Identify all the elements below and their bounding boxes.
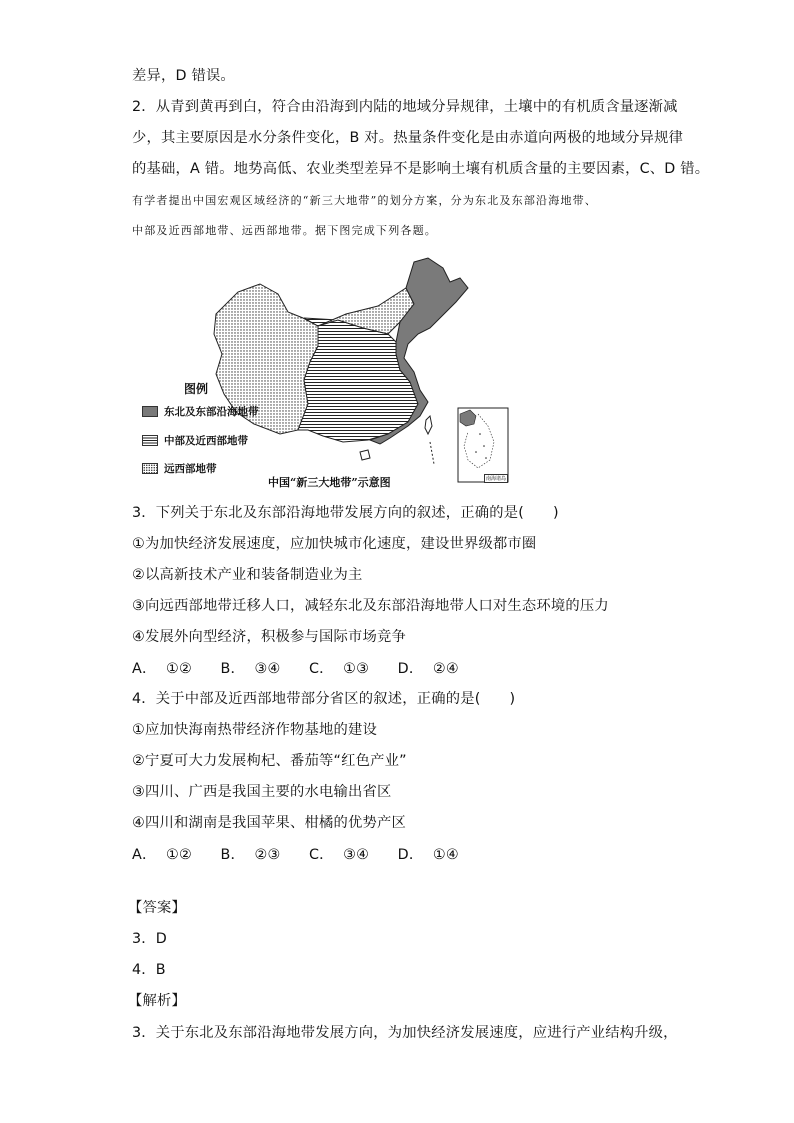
intro-line: 中部及近西部地带、远西部地带。据下图完成下列各题。 xyxy=(132,224,437,237)
option-statement: ①为加快经济发展速度，应加快城市化速度，建设世界级都市圈 xyxy=(132,536,537,552)
answer-line: 3．D xyxy=(132,931,168,947)
china-three-belts-map-figure xyxy=(138,254,518,492)
maritime-boundary xyxy=(430,442,434,464)
option-statement: ④四川和湖南是我国苹果、柑橘的优势产区 xyxy=(132,815,406,831)
text-line: 的基础，A 错。地势高低、农业类型差异不是影响土壤有机质含量的主要因素，C、D 错。 xyxy=(132,161,710,177)
question-stem: 4．关于中部及近西部地带部分省区的叙述，正确的是( ) xyxy=(132,691,516,707)
text-line: 差异，D 错误。 xyxy=(132,68,235,84)
answer-line: 4．B xyxy=(132,962,166,978)
question-stem: 3．下列关于东北及东部沿海地带发展方向的叙述，正确的是( ) xyxy=(132,505,559,521)
option-statement: ④发展外向型经济，积极参与国际市场竞争 xyxy=(132,629,406,645)
intro-line: 有学者提出中国宏观区域经济的“新三大地带”的划分方案，分为东北及东部沿海地带、 xyxy=(132,194,598,207)
answer-heading: 【答案】 xyxy=(128,900,186,916)
option-statement: ③四川、广西是我国主要的水电输出省区 xyxy=(132,784,392,800)
option-statement: ②宁夏可大力发展枸杞、番茄等“红色产业” xyxy=(132,753,407,769)
legend-swatch-dark xyxy=(142,406,158,417)
legend-swatch-dotted xyxy=(142,463,158,474)
option-statement: ②以高新技术产业和装备制造业为主 xyxy=(132,567,363,583)
legend-swatch-striped xyxy=(142,435,158,446)
legend-label: 远西部地带 xyxy=(164,463,217,475)
legend-label: 东北及东部沿海地带 xyxy=(164,406,259,418)
answer-choices: A． ①② B． ③④ C． ①③ D． ②④ xyxy=(132,661,459,677)
hainan-island xyxy=(360,450,370,460)
answer-choices: A． ①② B． ②③ C． ③④ D． ①④ xyxy=(132,847,459,863)
legend-item-central-near-west xyxy=(142,433,248,448)
text-line: 2．从青到黄再到白，符合由沿海到内陆的地域分异规律，土壤中的有机质含量逐渐减 xyxy=(132,99,678,115)
analysis-line: 3．关于东北及东部沿海地带发展方向，为加快经济发展速度，应进行产业结构升级， xyxy=(132,1025,678,1041)
map-caption: 中国“新三大地带”示意图 xyxy=(268,476,391,489)
legend-title: 图例 xyxy=(184,382,209,396)
text-line: 少，其主要原因是水分条件变化，B 对。热量条件变化是由赤道向两极的地域分异规律 xyxy=(132,130,684,146)
legend-item-northeast-coastal xyxy=(142,404,259,419)
taiwan-island xyxy=(425,416,432,434)
analysis-heading: 【解析】 xyxy=(128,993,186,1009)
china-map xyxy=(138,254,518,492)
option-statement: ①应加快海南热带经济作物基地的建设 xyxy=(132,722,377,738)
option-statement: ③向远西部地带迁移人口，减轻东北及东部沿海地带人口对生态环境的压力 xyxy=(132,598,609,614)
inset-label: 南海诸岛 xyxy=(486,476,507,482)
legend-label: 中部及近西部地带 xyxy=(164,435,248,447)
legend-item-far-west xyxy=(142,461,217,476)
